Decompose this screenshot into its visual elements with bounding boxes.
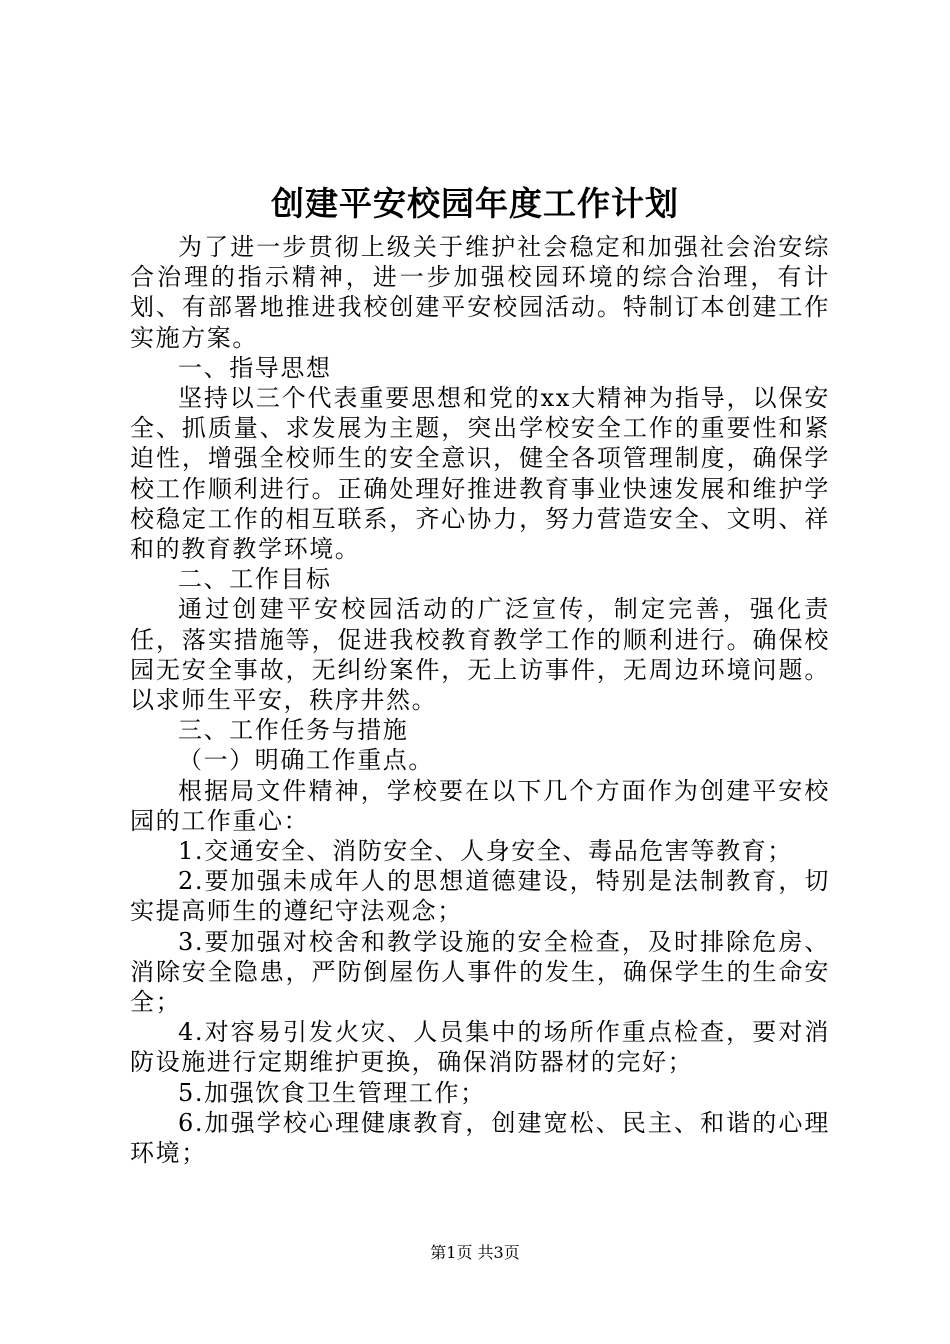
list-item-4: 4.对容易引发火灾、人员集中的场所作重点检查，要对消防设施进行定期维护更换，确保消防器材的完好；	[130, 1018, 830, 1077]
intro-paragraph: 为了进一步贯彻上级关于维护社会稳定和加强社会治安综合治理的指示精神，进一步加强校园环境的综合治理，有计划、有部署地推进我校创建平安校园活动。特制订本创建工作实施方案。	[130, 233, 830, 352]
work-goals-paragraph: 通过创建平安校园活动的广泛宣传，制定完善，强化责任，落实措施等，促进我校教育教学工作的顺利进行。确保校园无安全事故，无纠纷案件，无上访事件，无周边环境问题。以求师生平安，秩序井然。	[130, 595, 830, 715]
list-item-1: 1.交通安全、消防安全、人身安全、毒品危害等教育；	[178, 837, 793, 866]
document-body	[130, 232, 830, 1168]
list-item-3: 3.要加强对校舍和教学设施的安全检查，及时排除危房、消除安全隐患，严防倒屋伤人事件的发生，确保学生的生命安全；	[130, 927, 830, 1017]
document-title: 创建平安校园年度工作计划	[271, 184, 679, 223]
list-item-2: 2.要加强未成年人的思想道德建设，特别是法制教育，切实提高师生的遵纪守法观念；	[130, 867, 830, 926]
section-heading-work-goals: 二、工作目标	[178, 565, 332, 594]
page-footer: 第1页 共3页	[430, 1243, 520, 1262]
list-item-6: 6.加强学校心理健康教育，创建宽松、民主、和谐的心理环境；	[130, 1108, 830, 1168]
list-item-5: 5.加强饮食卫生管理工作；	[178, 1078, 486, 1107]
guiding-thought-paragraph: 坚持以三个代表重要思想和党的xx大精神为指导，以保安全、抓质量、求发展为主题，突出学校安全工作的重要性和紧迫性，增强全校师生的安全意识，健全各项管理制度，确保学校工作顺利进行。正确处理好推进教育事业快速发展和维护学校稳定工作的相互联系，齐心协力，努力营造安全、文明、祥和的教育教学环境。	[130, 384, 830, 564]
subsection-heading-key-points: （一）明确工作重点。	[178, 746, 434, 775]
section-heading-tasks-measures: 三、工作任务与措施	[178, 716, 409, 745]
key-points-paragraph: 根据局文件精神，学校要在以下几个方面作为创建平安校园的工作重心：	[130, 776, 830, 835]
section-heading-guiding-thought: 一、指导思想	[178, 353, 332, 382]
